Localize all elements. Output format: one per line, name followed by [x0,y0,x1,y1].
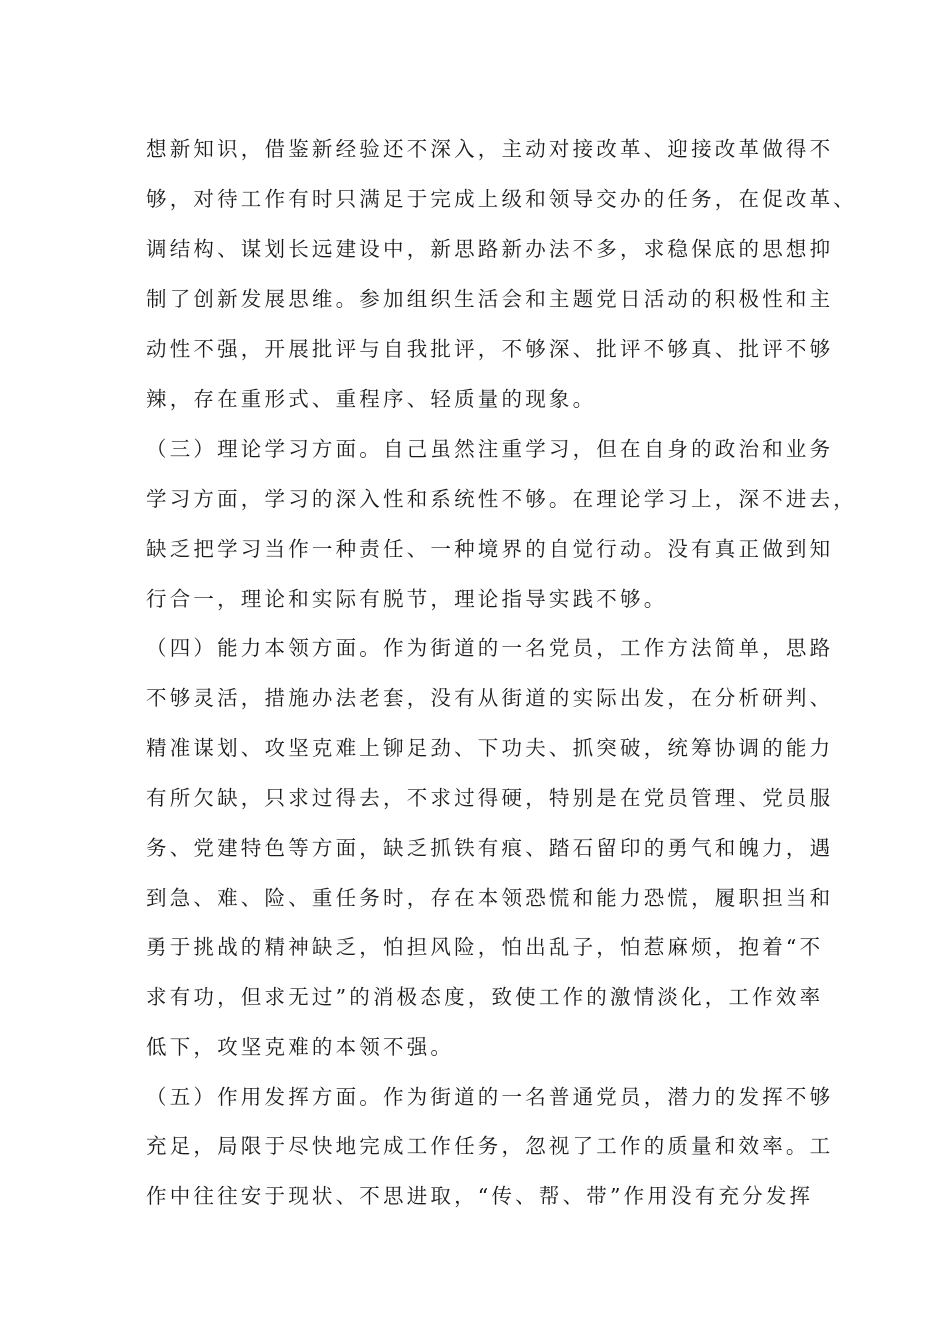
text-line: 不够灵活，措施办法老套，没有从街道的实际出发，在分析研判、 [146,686,834,710]
text-line: 调结构、谋划长远建设中，新思路新办法不多，求稳保底的思想抑 [146,237,834,261]
text-line: 求有功，但求无过”的消极态度，致使工作的激情淡化，工作效率 [146,985,824,1009]
text-line: 勇于挑战的精神缺乏，怕担风险，怕出乱子，怕惹麻烦，抱着“不 [146,935,824,959]
text-line: 缺乏把学习当作一种责任、一种境界的自觉行动。没有真正做到知 [146,537,834,561]
text-line: 低下，攻坚克难的本领不强。 [146,1035,455,1059]
section-heading-line: （五）作用发挥方面。作为街道的一名普通党员，潜力的发挥不够 [146,1085,834,1109]
section-heading-line: （三）理论学习方面。自己虽然注重学习，但在自身的政治和业务 [146,437,834,461]
text-line: 作中往往安于现状、不思进取，“传、帮、带”作用没有充分发挥 [146,1184,814,1208]
text-line: 够，对待工作有时只满足于完成上级和领导交办的任务，在促改革、 [146,187,857,211]
section-heading-line: （四）能力本领方面。作为街道的一名党员，工作方法简单，思路 [146,636,834,660]
text-line: 制了创新发展思维。参加组织生活会和主题党日活动的积极性和主 [146,287,834,311]
text-line: 行合一，理论和实际有脱节，理论指导实践不够。 [146,587,668,611]
text-line: 动性不强，开展批评与自我批评，不够深、批评不够真、批评不够 [146,337,834,361]
text-line: 有所欠缺，只求过得去，不求过得硬，特别是在党员管理、党员服 [146,786,834,810]
text-line: 想新知识，借鉴新经验还不深入，主动对接改革、迎接改革做得不 [146,137,834,161]
text-line: 学习方面，学习的深入性和系统性不够。在理论学习上，深不进去， [146,487,857,511]
text-line: 务、党建特色等方面，缺乏抓铁有痕、踏石留印的勇气和魄力，遇 [146,836,834,860]
text-line: 辣，存在重形式、重程序、轻质量的现象。 [146,387,597,411]
text-line: 充足，局限于尽快地完成工作任务，忽视了工作的质量和效率。工 [146,1134,834,1158]
text-line: 到急、难、险、重任务时，存在本领恐慌和能力恐慌，履职担当和 [146,886,834,910]
text-line: 精准谋划、攻坚克难上铆足劲、下功夫、抓突破，统筹协调的能力 [146,736,834,760]
